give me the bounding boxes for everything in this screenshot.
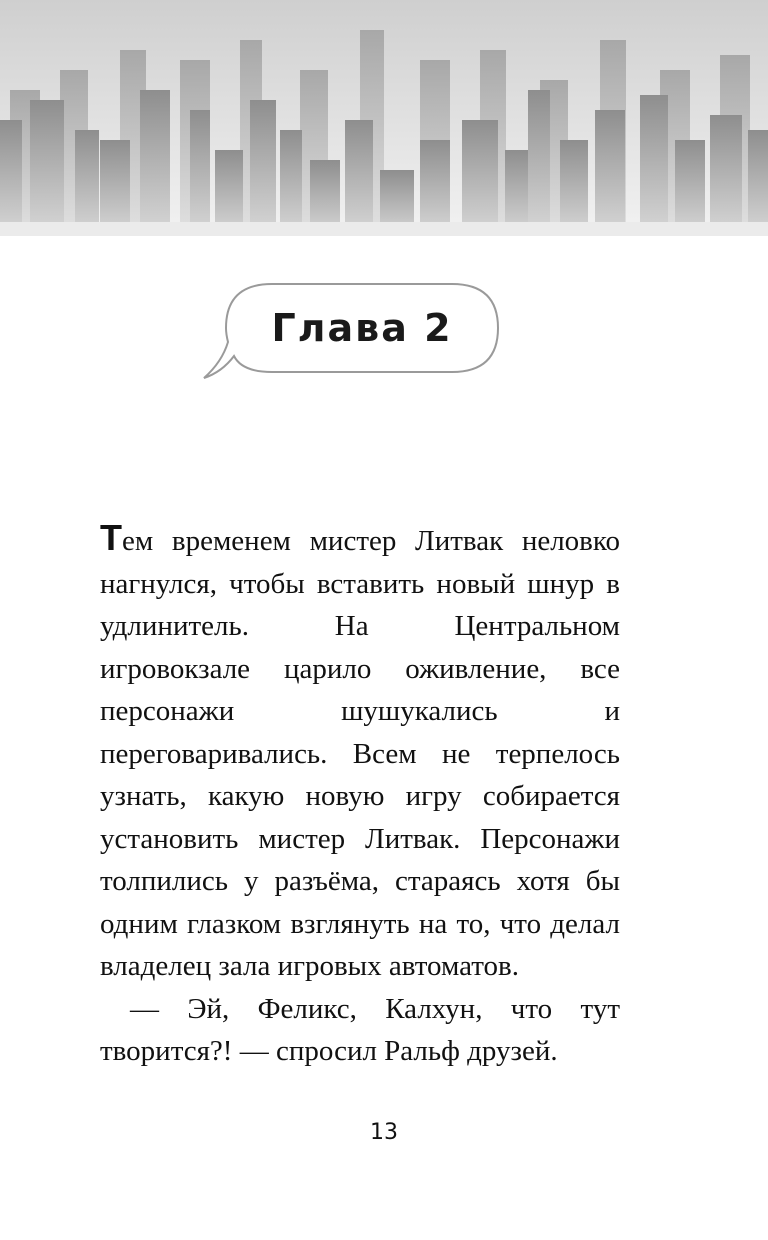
drop-cap: Т — [100, 517, 122, 558]
page-number: 13 — [370, 1120, 398, 1145]
body-text — [100, 517, 620, 1073]
chapter-title: Глава 2 — [271, 306, 453, 350]
dialogue-paragraph: — Эй, Феликс, Калхун, что тут творится?! — спросил Ральф друзей. — [100, 992, 620, 1067]
chapter-heading-bubble — [202, 282, 502, 382]
paragraph-text: ем временем мистер Литвак неловко нагнулся, чтобы вставить новый шнур в удлинитель. На Центральном игровокзале царило оживление, все персонажи шушукались и переговаривались. Всем не терпелось узнать, какую новую игру собирается установить мистер Литвак. Персонажи толпились у разъёма, стараясь хотя бы одним глазком взглянуть на то, что делал владелец зала игровых автоматов. — [100, 525, 620, 982]
paragraph — [100, 517, 620, 988]
city-skyline-illustration — [0, 0, 768, 236]
